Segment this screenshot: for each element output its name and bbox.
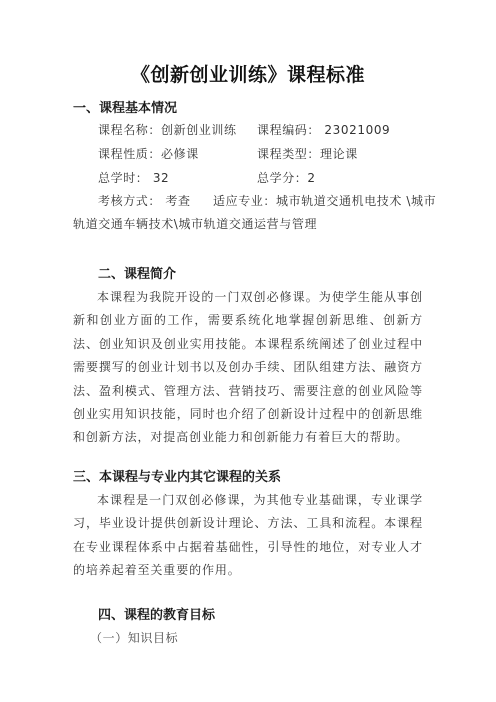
document-title: 《创新创业训练》课程标准	[130, 64, 365, 86]
relations-paragraph: 本课程是一门双创必修课，为其他专业基础课，专业课学习，毕业设计提供创新设计理论、方法、工具和流程。本课程在专业课程体系中占据着基础性，引导性的地位，对专业人才的培养起着至关重要的作用。	[73, 493, 423, 578]
total-credits: 总学分：2	[257, 171, 316, 185]
intro-paragraph: 本课程为我院开设的一门双创必修课。为使学生能从事创新和创业方面的工作，需要系统化地掌握创新思维、创新方法、创业知识及创业实用技能。本课程系统阐述了创业过程中需要撰写的创业计划书以及创办手续、团队组建方法、融资方法、盈利模式、管理方法、营销技巧、需要注意的创业风险等创业实用知识技能，同时也介绍了创新设计过程中的创新思维和创新方法，对提高创业能力和创新能力有着巨大的帮助。	[73, 290, 423, 445]
course-nature: 课程性质：必修课	[98, 147, 199, 161]
knowledge-objectives-subheading: （一）知识目标	[90, 631, 179, 645]
section-heading-relations: 三、本课程与专业内其它课程的关系	[73, 470, 282, 485]
course-type: 课程类型：理论课	[257, 147, 358, 161]
applicable-majors-line2: 轨道交通车辆技术\城市轨道交通运营与管理	[73, 217, 318, 231]
applicable-majors-line1: 适应专业：城市轨道交通机电技术 \城市	[213, 194, 437, 208]
section-heading-basic-info: 一、课程基本情况	[73, 101, 178, 116]
section-heading-intro: 二、课程简介	[98, 267, 177, 282]
total-hours: 总学时： 32	[98, 171, 170, 185]
course-code: 课程编码： 23021009	[257, 123, 391, 137]
course-name: 课程名称：创新创业训练	[98, 123, 237, 137]
section-heading-objectives: 四、课程的教育目标	[98, 608, 216, 623]
assessment-method: 考核方式： 考查	[98, 194, 191, 208]
